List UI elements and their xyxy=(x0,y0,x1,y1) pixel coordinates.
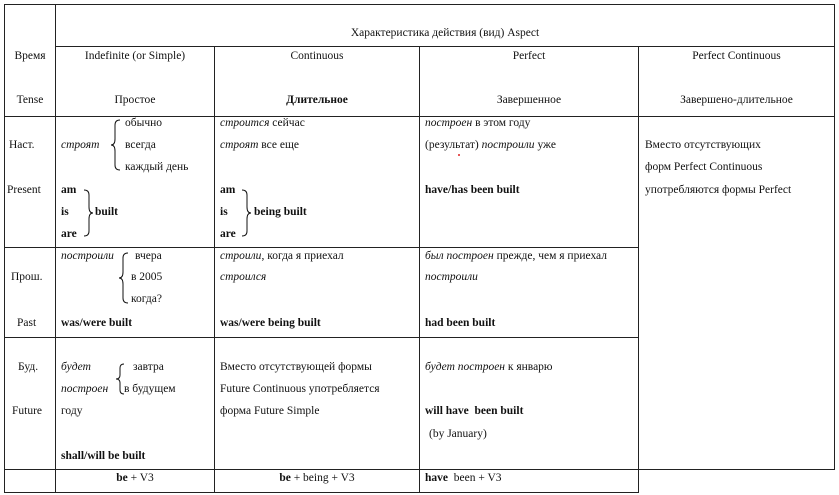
future-continuous-line3: форма Future Simple xyxy=(220,405,320,417)
perfect-continuous-line2: форм Perfect Continuous xyxy=(645,161,763,173)
future-en: Future xyxy=(12,405,43,417)
perfect-continuous-line3: употребляются формы Perfect xyxy=(645,184,792,196)
present-continuous-line1: строится сейчас xyxy=(220,117,305,129)
present-ru: Наст. xyxy=(9,139,35,151)
present-simple-aux-brace xyxy=(82,188,94,238)
future-simple-opt-3: году xyxy=(61,405,83,417)
past-simple-opt-1: вчера xyxy=(135,250,162,262)
aspect-title: Характеристика действия (вид) Aspect xyxy=(350,27,540,39)
present-simple-verb: строят xyxy=(61,139,100,151)
col-continuous-ru: Длительное xyxy=(286,94,348,106)
formula-simple: be + V3 xyxy=(116,472,154,484)
future-simple-opt-2: в будущем xyxy=(124,383,176,395)
past-simple-opt-2: в 2005 xyxy=(131,271,163,283)
col-simple-en: Indefinite (or Simple) xyxy=(84,50,186,62)
present-perfect-line2: (результат) построили уже xyxy=(425,139,556,151)
present-simple-aux-are: are xyxy=(61,228,77,240)
future-ru: Буд. xyxy=(18,361,39,373)
future-continuous-line2: Future Continuous употребляется xyxy=(220,383,380,395)
past-perfect-line1: был построен прежде, чем я приехал xyxy=(425,250,607,262)
col-continuous-en: Continuous xyxy=(290,50,344,62)
perfect-continuous-line1: Вместо отсутствующих xyxy=(645,139,761,151)
future-simple-verb1: будет xyxy=(61,361,91,373)
past-en: Past xyxy=(17,317,37,329)
present-simple-brace xyxy=(110,117,122,173)
future-perfect-line1: будет построен к январю xyxy=(425,361,553,373)
future-simple-verb2: построен xyxy=(61,383,109,395)
present-continuous-aux-are: are xyxy=(220,228,236,240)
future-perfect-form: will have been built xyxy=(425,405,524,417)
past-continuous-line2: строился xyxy=(220,271,267,283)
past-simple-brace xyxy=(118,250,130,306)
past-simple-opt-3: когда? xyxy=(131,293,162,305)
present-perfect-form: have/has been built xyxy=(425,184,520,196)
past-simple-form: was/were built xyxy=(61,317,133,329)
time-label: Время xyxy=(14,50,46,62)
col-perfect-ru: Завершенное xyxy=(496,94,562,106)
col-perfect-en: Perfect xyxy=(512,50,546,62)
past-perfect-line2: построили xyxy=(425,271,478,283)
future-simple-form: shall/will be built xyxy=(61,450,146,462)
future-simple-opt-1: завтра xyxy=(133,361,164,373)
future-continuous-line1: Вместо отсутствующей формы xyxy=(220,361,372,373)
present-continuous-aux-am: am xyxy=(220,184,236,196)
present-simple-aux-am: am xyxy=(61,184,77,196)
present-simple-opt-2: всегда xyxy=(125,139,156,151)
past-perfect-form: had been built xyxy=(425,317,496,329)
formula-continuous: be + being + V3 xyxy=(279,472,355,484)
col-simple-ru: Простое xyxy=(114,94,156,106)
past-ru: Прош. xyxy=(11,271,43,283)
present-continuous-form: being built xyxy=(254,206,307,218)
past-continuous-line1: строили, когда я приехал xyxy=(220,250,344,262)
formula-perfect: have been + V3 xyxy=(425,472,502,484)
future-perfect-note: (by January) xyxy=(429,428,487,440)
past-simple-verb: построили xyxy=(61,250,114,262)
present-simple-built: built xyxy=(95,206,119,218)
present-simple-aux-is: is xyxy=(61,206,69,218)
present-en: Present xyxy=(7,184,41,196)
present-continuous-aux-brace xyxy=(240,188,252,238)
col-perfect-continuous-en: Perfect Continuous xyxy=(692,50,781,62)
past-continuous-form: was/were being built xyxy=(220,317,321,329)
present-perfect-line1: построен в этом году xyxy=(425,117,531,129)
present-simple-opt-3: каждый день xyxy=(125,161,189,173)
present-simple-opt-1: обычно xyxy=(125,117,163,129)
present-continuous-line2: строят все еще xyxy=(220,139,299,151)
present-continuous-aux-is: is xyxy=(220,206,228,218)
tense-label: Tense xyxy=(16,94,44,106)
col-perfect-continuous-ru: Завершено-длительное xyxy=(680,94,793,106)
red-mark xyxy=(458,154,460,156)
